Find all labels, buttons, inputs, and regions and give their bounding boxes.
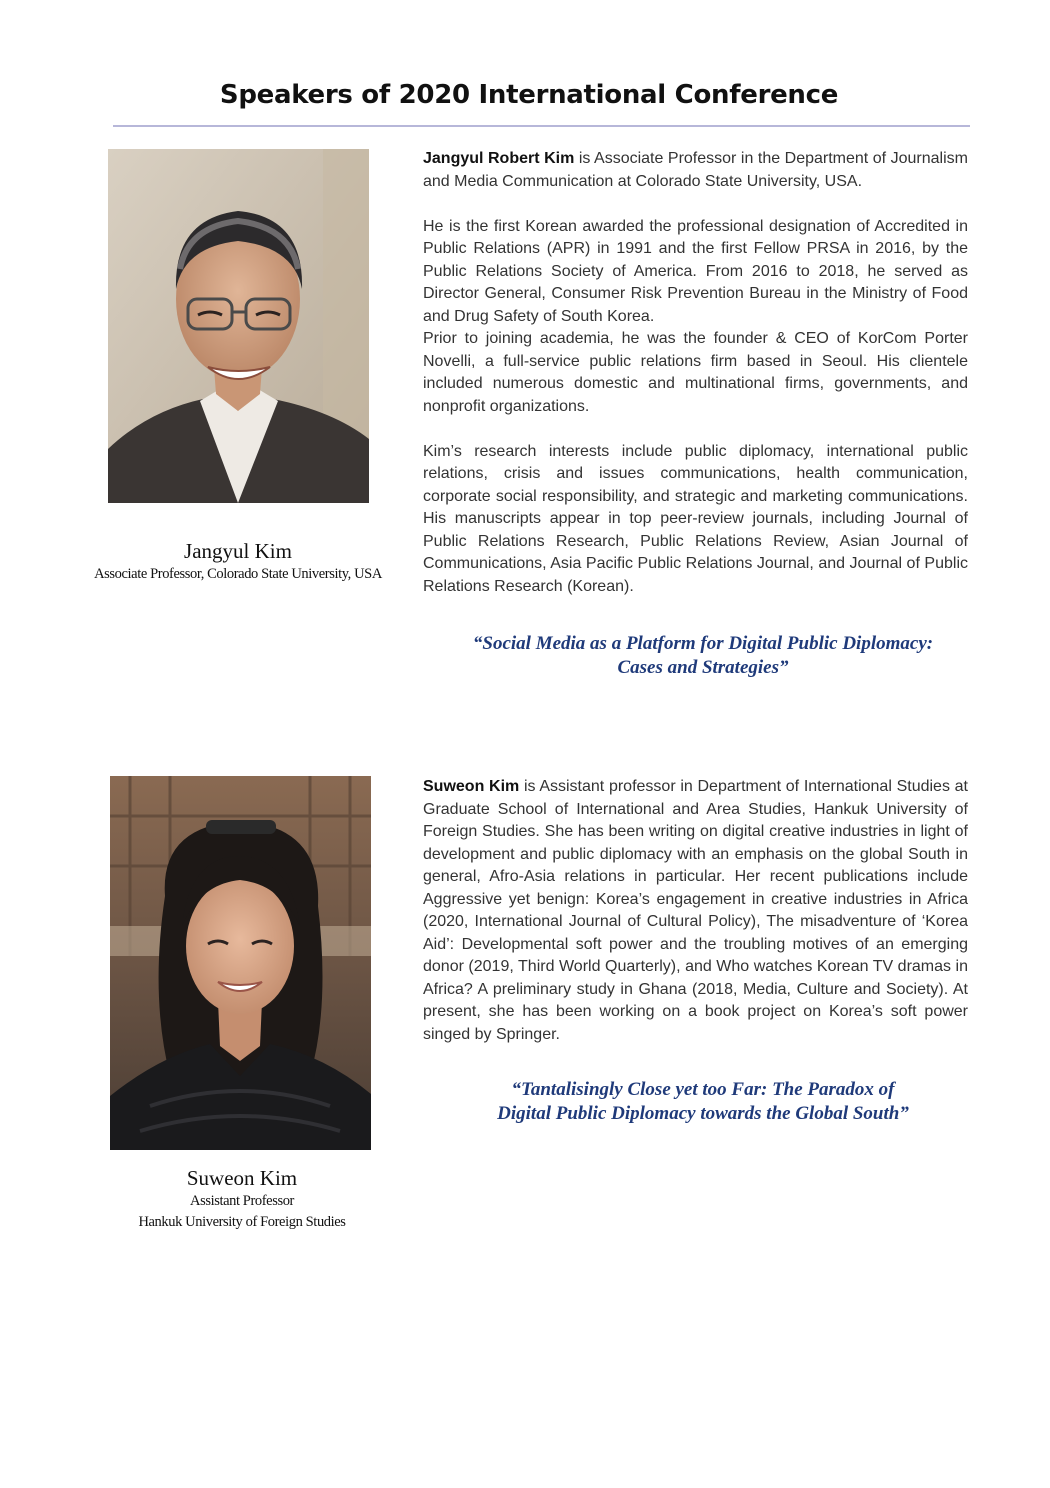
title-divider: [113, 125, 970, 127]
bio-paragraph: Kim’s research interests include public diplomacy, international public relations, crisis and issues communications, health communication, corporate social responsibility, and strategic and marketing communications. His manuscripts appear in top peer-review journals, including Journal of Public Relations Research, Public Relations Review, Asian Journal of Communications, Asia Pacific Public Relations Journal, and Journal of Public Relations Research (Korean).: [423, 442, 968, 595]
bio-paragraph: Prior to joining academia, he was the founder & CEO of KorCom Porter Novelli, a full-service public relations firm based in Seoul. His clientele included numerous domestic and multinational firms, governments, and nonprofit organizations.: [423, 330, 968, 415]
speaker-position: Assistant Professor: [190, 1193, 294, 1209]
talk-title-line: “Tantalisingly Close yet too Far: The Paradox of: [511, 1079, 895, 1100]
portrait-photo-icon: [108, 149, 369, 503]
speaker-affiliation: Associate Professor, Colorado State University, USA: [94, 566, 382, 582]
talk-title-suweon-kim: [423, 1078, 983, 1126]
talk-title-line: Cases and Strategies”: [617, 657, 789, 678]
speaker-affiliation: Hankuk University of Foreign Studies: [138, 1214, 346, 1230]
bio-speaker-name: Jangyul Robert Kim: [423, 150, 575, 167]
speaker-caption-suweon-kim: [80, 1165, 404, 1233]
page-title: Speakers of 2020 International Conference: [219, 80, 839, 110]
speaker-photo-jangyul-kim: [108, 149, 369, 503]
talk-title-line: Digital Public Diplomacy towards the Global South”: [497, 1103, 909, 1124]
speaker-bio-jangyul-kim: [423, 148, 968, 598]
bio-paragraph: He is the first Korean awarded the professional designation of Accredited in Public Relations (APR) in 1991 and the first Fellow PRSA in 2016, by the Public Relations Society of America. From 2016 to 2018, he served as Director General, Consumer Risk Prevention Bureau in the Ministry of Food and Drug Safety of South Korea.: [423, 217, 968, 325]
speaker-photo-suweon-kim: [110, 776, 371, 1150]
bio-paragraph: [423, 776, 968, 1046]
portrait-photo-icon: [110, 776, 371, 1150]
bio-paragraph: [423, 148, 968, 193]
talk-title-line: “Social Media as a Platform for Digital Public Diplomacy:: [472, 633, 934, 654]
bio-text: is Associate Professor in the Department of Journalism and Media Communication at Colorado State University, USA.: [423, 150, 968, 190]
speaker-caption-jangyul-kim: [70, 538, 406, 585]
bio-text: is Assistant professor in Department of International Studies at Graduate School of International and Area Studies, Hankuk University of Foreign Studies. She has been writing on digital creative industries in light of development and public diplomacy with an emphasis on the global South in general, Afro-Asia relations in particular. Her recent publications include Aggressive yet benign: Korea’s engagement in creative industries in Africa (2020, International Journal of Cultural Policy), The misadventure of ‘Korea Aid’: Developmental soft power and the troubling motives of an emerging donor (2019, Third World Quarterly), and Who watches Korean TV dramas in Africa? A preliminary study in Ghana (2018, Media, Culture and Society). At present, she has been working on a book project on Korea’s soft power singed by Springer.: [423, 778, 968, 1043]
speaker-name: Jangyul Kim: [184, 539, 292, 563]
bio-speaker-name: Suweon Kim: [423, 778, 520, 795]
speaker-bio-suweon-kim: [423, 776, 968, 1046]
speaker-name: Suweon Kim: [186, 1166, 298, 1190]
talk-title-jangyul-kim: [423, 632, 983, 680]
